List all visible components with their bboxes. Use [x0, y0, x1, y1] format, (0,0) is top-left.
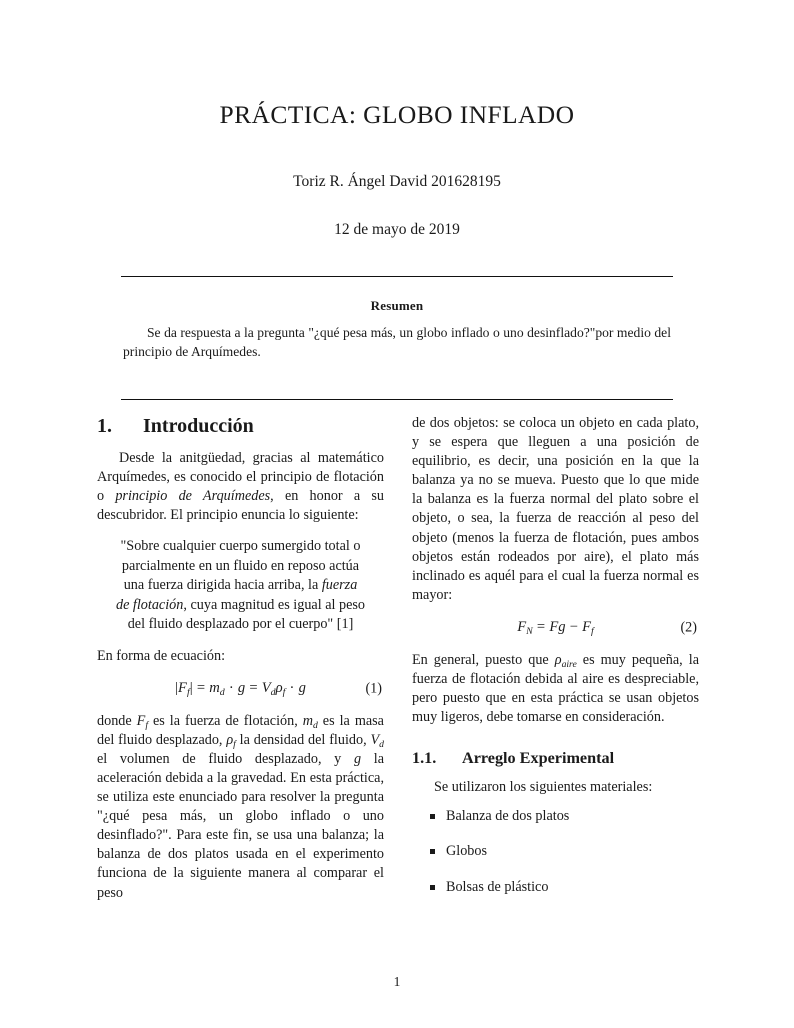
eq1-v-var: V	[261, 679, 271, 696]
eq1-g-var-2: g	[298, 679, 306, 696]
author-line: Toriz R. Ángel David 201628195	[293, 172, 501, 190]
density-paragraph	[412, 651, 699, 727]
eq1-equals-2: =	[249, 679, 258, 696]
left-column	[97, 414, 384, 913]
vp-text-5: el volumen de fluido desplazado, y	[97, 750, 354, 767]
equation-1	[97, 679, 384, 699]
list-item-label: Balanza de dos platos	[446, 807, 570, 824]
vp-text-2: es la fuerza de flotación,	[148, 712, 303, 729]
right-column	[412, 414, 699, 913]
quote-line-1: "Sobre cualquier cuerpo sumergido total o	[120, 538, 361, 555]
eq2-fn-var: F	[517, 618, 527, 635]
eq1-rho-var: ρ	[275, 679, 283, 696]
eq1-lhs-var: F	[178, 679, 187, 696]
dp-text-2: es muy pequeña, la fuerza de flotación debida al aire es despreciable, pero puesto que en esta práctica se usan objetos muy ligeros, debe tomarse en consideración.	[412, 651, 699, 726]
eq2-equals: =	[536, 618, 546, 635]
quote-line-3	[105, 576, 376, 595]
square-bullet-icon	[430, 849, 435, 854]
dp-sub-aire: aire	[561, 659, 577, 671]
dp-text-1: En general, puesto que	[412, 651, 555, 668]
intro-text-part-2: , en honor a su descubridor. El principio enuncia lo siguiente:	[97, 488, 385, 524]
vp-sub-md: d	[313, 719, 318, 731]
intro-emphasis: principio de Arquímedes	[115, 488, 271, 505]
archimedes-quote	[97, 537, 384, 634]
subsection-title: Arreglo Experimental	[462, 749, 615, 768]
quote-emphasis-1: fuerza	[321, 577, 358, 594]
intro-paragraph	[97, 449, 384, 525]
eq2-ff-var: F	[582, 618, 591, 635]
vp-text-6: la aceleración debida a la gravedad. En esta práctica, se utiliza este enunciado para resolver la pregunta "¿qué pesa más, un globo inflado o uno desinflado?". Para este fin, se usa una balanza; la balanza de dos platos usada en el experimento funciona de la siguiente manera al comparar el peso	[97, 750, 384, 901]
spacer-after-quote	[97, 635, 384, 647]
equation-2	[412, 618, 699, 638]
eq2-ff-sub: f	[591, 626, 594, 638]
section-title: Introducción	[143, 415, 254, 437]
vp-var-md: m	[302, 712, 313, 729]
page-title: PRÁCTICA: GLOBO INFLADO	[219, 100, 575, 129]
abstract-text: Se da respuesta a la pregunta "¿qué pesa más, un globo inflado o uno desinflado?"por medio del principio de Arquímedes.	[123, 324, 671, 360]
quote-line-4-text: , cuya magnitud es igual al peso	[183, 596, 366, 613]
vp-sub-Vd: d	[379, 738, 384, 750]
date-line: 12 de mayo de 2019	[334, 221, 460, 239]
body-columns	[97, 414, 699, 913]
eq1-m-sub: d	[219, 686, 225, 698]
page-number: 1	[393, 974, 401, 989]
section-number: 1.	[97, 415, 112, 437]
dp-var-rho: ρ	[554, 651, 562, 668]
vp-var-rhof: ρ	[226, 731, 234, 748]
equation-lead-in: En forma de ecuación:	[97, 647, 226, 664]
subsection-number: 1.1.	[412, 749, 437, 768]
eq1-v-sub: d	[270, 686, 276, 698]
eq2-minus: −	[569, 618, 578, 635]
abstract-rule-bottom	[121, 399, 673, 400]
vp-text-1: donde	[97, 712, 137, 729]
eq1-dot-1: ·	[228, 679, 234, 696]
list-item-label: Globos	[446, 843, 487, 860]
quote-line-5: del fluido desplazado por el cuerpo" [1]	[127, 616, 354, 633]
list-item	[446, 842, 699, 860]
quote-line-3-text: una fuerza dirigida hacia arriba, la	[123, 577, 322, 594]
eq1-bar-close: |	[189, 679, 193, 696]
eq1-lhs-sub: f	[186, 686, 190, 698]
eq1-equals-1: =	[196, 679, 206, 696]
eq2-g-var: g	[558, 618, 566, 635]
eq1-rho-sub: f	[282, 686, 286, 698]
list-item	[446, 807, 699, 825]
equation-2-number: (2)	[680, 619, 697, 636]
spacer-before-quote	[97, 525, 384, 537]
equation-1-body	[175, 679, 306, 699]
subsection-heading-arreglo-experimental	[412, 749, 699, 768]
title-block	[0, 0, 794, 240]
vp-sub-Ff: f	[145, 719, 149, 731]
eq2-fn-sub: N	[526, 626, 533, 638]
abstract-spacer	[121, 361, 673, 399]
eq1-m-var: m	[209, 679, 220, 696]
equation-1-number: (1)	[365, 680, 382, 697]
vp-var-Ff: F	[136, 712, 146, 729]
balance-paragraph: de dos objetos: se coloca un objeto en cada plato, y se espera que lleguen a una posición de equilibrio, es decir, una posición en la que la balanza ya no se mueva. Puesto que lo que mide la balanza es la fuerza normal del plato sobre el objeto, o sea, la fuerza de reacción al peso del objeto (menos la fuerza de flotación, pues ambos objetos están rodeados por aire), el plato más inclinado es aquél para el cual la fuerza normal es mayor:	[412, 415, 699, 603]
materials-list	[412, 807, 699, 896]
eq1-bar-open: |	[175, 679, 179, 696]
quote-line-4	[105, 596, 376, 615]
equation-2-body	[517, 618, 594, 638]
eq2-fg-var: F	[549, 618, 559, 635]
section-heading-introduccion	[97, 414, 384, 438]
vp-var-g: g	[353, 750, 362, 767]
quote-line-2: parcialmente en un fluido en reposo actúa	[121, 557, 360, 574]
materials-lead-in: Se utilizaron los siguientes materiales:	[434, 778, 653, 795]
square-bullet-icon	[430, 814, 435, 819]
vp-text-4: la densidad del fluido,	[235, 731, 371, 748]
vp-sub-rhof: f	[233, 738, 236, 750]
abstract-section	[121, 240, 673, 401]
eq1-g-var-1: g	[237, 679, 246, 696]
list-item-label: Bolsas de plástico	[446, 878, 549, 895]
vp-text-3: es la masa del fluido desplazado,	[97, 712, 384, 748]
list-item	[446, 878, 699, 896]
abstract-heading: Resumen	[370, 297, 424, 313]
eq1-dot-2: ·	[289, 679, 295, 696]
intro-text-part-1: Desde la anitgüedad, gracias al matemático Arquímedes, es conocido el principio de flotación o	[97, 450, 384, 505]
quote-emphasis-2: de flotación	[115, 596, 184, 613]
vp-var-Vd: V	[370, 731, 380, 748]
square-bullet-icon	[430, 885, 435, 890]
variables-paragraph	[97, 712, 384, 903]
